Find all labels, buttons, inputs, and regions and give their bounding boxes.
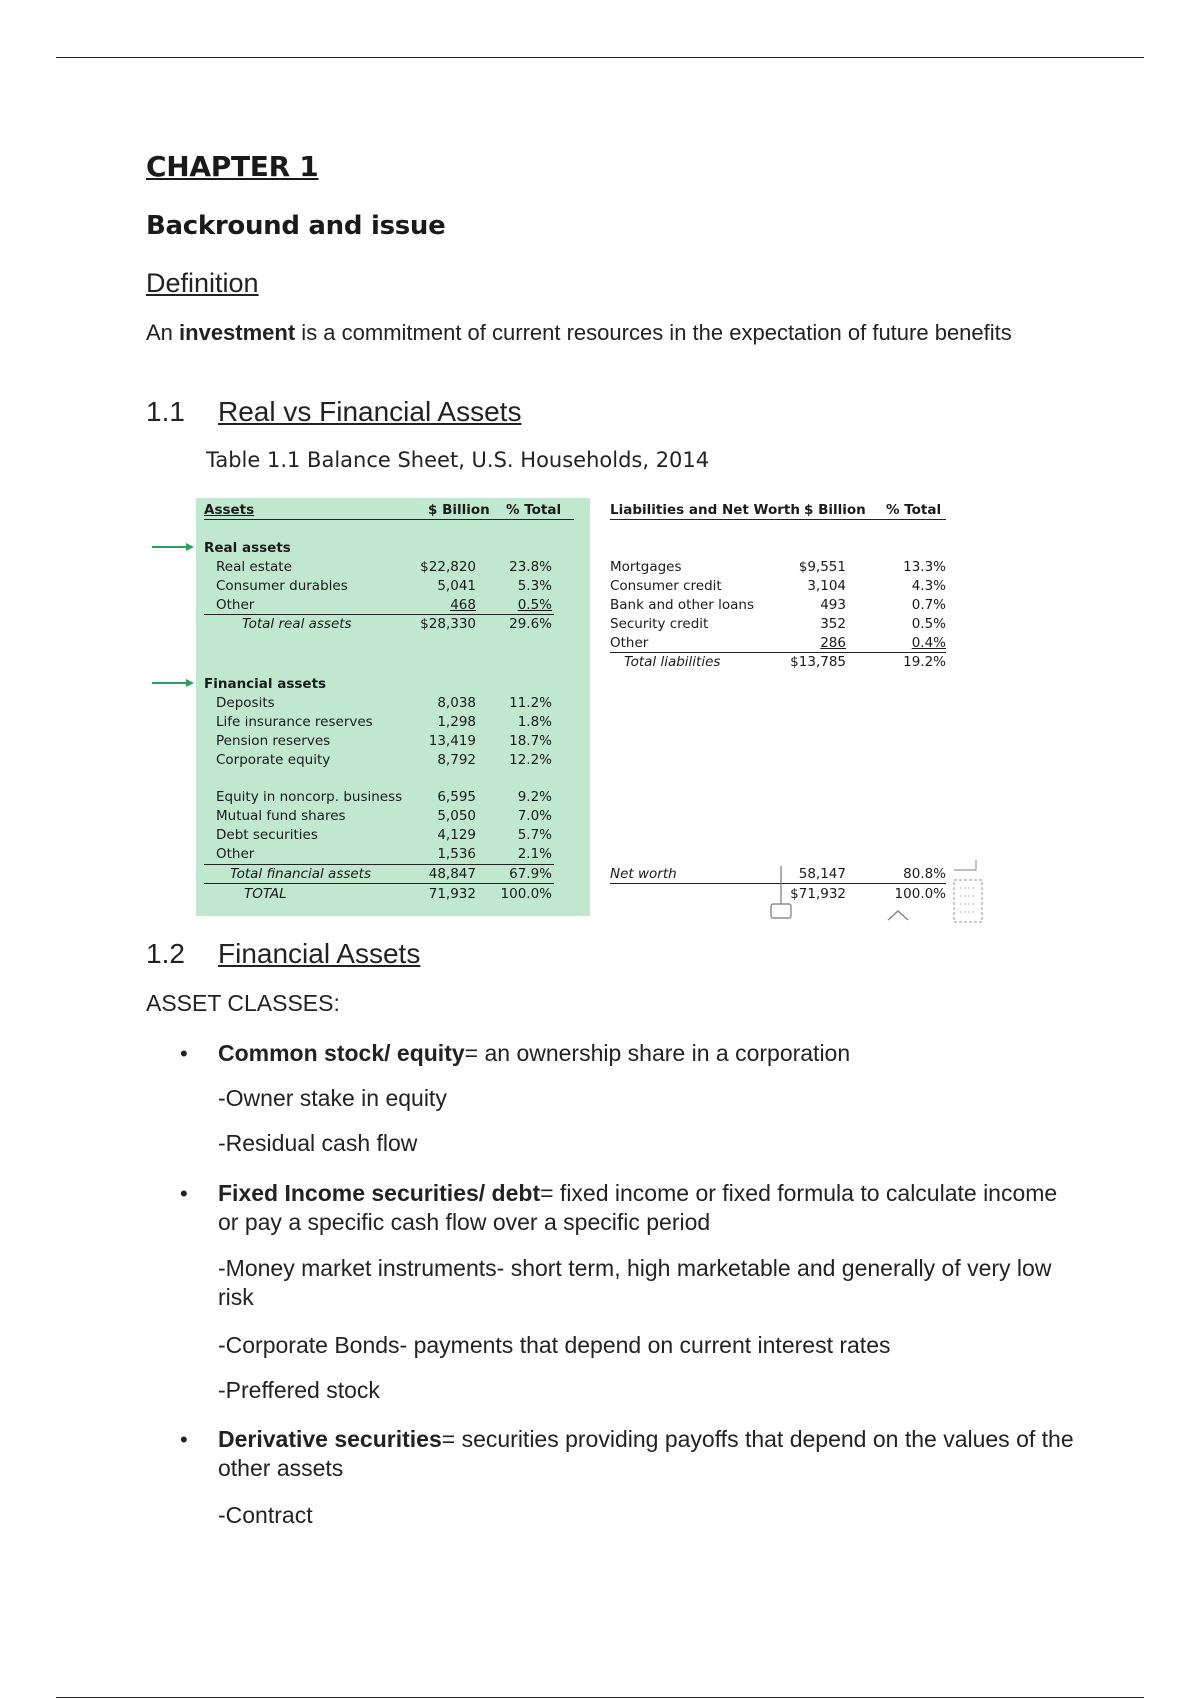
liab-row-label: Security credit	[610, 616, 709, 632]
bullet-subitem: -Corporate Bonds- payments that depend on current interest rates	[218, 1332, 891, 1358]
real-assets-label: Real assets	[204, 540, 291, 556]
liab-subtotal-rule	[610, 652, 946, 653]
liabilities-header: Liabilities and Net Worth	[610, 502, 800, 518]
total-real-value: $28,330	[420, 616, 476, 632]
liab-row-value: 493	[820, 597, 846, 613]
asset-row-label: Life insurance reserves	[216, 714, 373, 730]
total-header: % Total	[506, 502, 562, 518]
net-worth-value: 58,147	[798, 866, 846, 882]
definition-paragraph	[146, 318, 1046, 348]
layout-options-icon	[952, 858, 986, 924]
chapter-subtitle: Backround and issue	[146, 211, 446, 241]
bullet-item	[180, 1425, 1078, 1483]
definition-heading: Definition	[146, 268, 259, 298]
asset-row-label: Pension reserves	[216, 733, 331, 749]
section-heading-1-2	[146, 938, 420, 970]
liab-row-pct: 0.5%	[911, 616, 946, 632]
financial-assets-label: Financial assets	[204, 676, 327, 692]
total-label: TOTAL	[244, 886, 287, 902]
bullet-subitem: -Contract	[218, 1502, 313, 1528]
bullet-subitem: -Owner stake in equity	[218, 1085, 447, 1111]
section-title: Financial Assets	[218, 938, 421, 969]
asset-row-pct: 0.5%	[517, 597, 552, 613]
asset-row-pct: 11.2%	[509, 695, 552, 711]
section-number: 1.2	[146, 938, 185, 969]
liab-row-value: 3,104	[807, 578, 846, 594]
bullet-term: Fixed Income securities/ debt	[218, 1180, 541, 1206]
asset-row-value: 5,050	[437, 808, 476, 824]
bullet-definition: = fixed income or fixed formula to calculate income or pay a specific cash flow over a specific period	[218, 1180, 1058, 1235]
chapter-heading: CHAPTER 1	[146, 150, 319, 183]
bullet-term: Derivative securities	[218, 1426, 442, 1452]
asset-row-pct: 1.8%	[517, 714, 552, 730]
liab-billion-header: $ Billion	[804, 502, 866, 518]
liab-row-label: Mortgages	[610, 559, 682, 575]
table-caption: Table 1.1 Balance Sheet, U.S. Households, 2014	[206, 448, 710, 472]
liab-row-value: 286	[820, 635, 846, 651]
billion-header: $ Billion	[428, 502, 490, 518]
asset-row-pct: 7.0%	[517, 808, 552, 824]
bullet-subitem: -Preffered stock	[218, 1377, 380, 1403]
liab-row-pct: 0.7%	[911, 597, 946, 613]
asset-row-value: 8,038	[437, 695, 476, 711]
liab-row-label: Consumer credit	[610, 578, 722, 594]
asset-row-pct: 9.2%	[517, 789, 552, 805]
subtotal-rule	[204, 864, 554, 865]
total-real-pct: 29.6%	[509, 616, 552, 632]
asset-row-pct: 18.7%	[509, 733, 552, 749]
arrow-right-icon	[152, 678, 194, 688]
liab-header-rule	[610, 519, 946, 520]
asset-row-label: Corporate equity	[216, 752, 331, 768]
liab-row-pct: 13.3%	[903, 559, 946, 575]
liab-row-value: 352	[820, 616, 846, 632]
bullet-dot: •	[180, 1427, 188, 1452]
asset-row-label: Other	[216, 597, 255, 613]
total-rule	[204, 883, 554, 884]
bullet-definition: = an ownership share in a corporation	[464, 1040, 851, 1066]
total-value: 71,932	[428, 886, 476, 902]
liab-row-pct: 0.4%	[911, 635, 946, 651]
asset-row-label: Equity in noncorp. business	[216, 789, 403, 805]
bottom-rule	[56, 1697, 1144, 1698]
chevron-up-icon	[886, 908, 910, 922]
bullet-dot: •	[180, 1181, 188, 1206]
asset-row-value: 1,536	[437, 846, 476, 862]
definition-text: is a commitment of current resources in the expectation of future benefits	[295, 320, 1012, 345]
asset-row-label: Deposits	[216, 695, 275, 711]
total-pct: 100.0%	[500, 886, 552, 902]
asset-row-label: Other	[216, 846, 255, 862]
assets-header: Assets	[204, 502, 255, 518]
top-rule	[56, 57, 1144, 58]
total-liabilities-value: $13,785	[790, 654, 846, 670]
asset-row-pct: 5.3%	[517, 578, 552, 594]
bullet-term: Common stock/ equity	[218, 1040, 465, 1066]
balance-sheet-table	[196, 498, 996, 928]
definition-prefix: An	[146, 320, 180, 345]
header-rule	[204, 519, 574, 520]
section-heading-1-1	[146, 396, 521, 428]
asset-row-label: Debt securities	[216, 827, 318, 843]
liab-row-value: $9,551	[798, 559, 846, 575]
asset-row-label: Real estate	[216, 559, 292, 575]
total-financial-label: Total financial assets	[230, 866, 372, 882]
liab-total-value: $71,932	[790, 886, 846, 902]
net-worth-label: Net worth	[610, 866, 677, 882]
bullet-dot: •	[180, 1041, 188, 1066]
asset-row-pct: 5.7%	[517, 827, 552, 843]
asset-row-pct: 2.1%	[517, 846, 552, 862]
total-financial-value: 48,847	[428, 866, 476, 882]
liab-total-header: % Total	[886, 502, 942, 518]
total-liabilities-pct: 19.2%	[903, 654, 946, 670]
asset-row-value: $22,820	[420, 559, 476, 575]
liab-row-pct: 4.3%	[911, 578, 946, 594]
liab-total-pct: 100.0%	[894, 886, 946, 902]
liab-row-label: Bank and other loans	[610, 597, 755, 613]
asset-row-value: 6,595	[437, 789, 476, 805]
liab-row-label: Other	[610, 635, 649, 651]
bullet-item	[180, 1179, 1078, 1237]
total-financial-pct: 67.9%	[509, 866, 552, 882]
net-worth-pct: 80.8%	[903, 866, 946, 882]
arrow-right-icon	[152, 542, 194, 552]
asset-row-value: 5,041	[437, 578, 476, 594]
asset-row-label: Consumer durables	[216, 578, 348, 594]
anchor-handle-icon	[766, 866, 796, 922]
definition-term: investment	[179, 320, 296, 345]
asset-row-pct: 23.8%	[509, 559, 552, 575]
asset-row-value: 13,419	[428, 733, 476, 749]
subtotal-rule	[204, 614, 554, 615]
total-real-label: Total real assets	[242, 616, 352, 632]
asset-row-label: Mutual fund shares	[216, 808, 346, 824]
total-liabilities-label: Total liabilities	[624, 654, 721, 670]
section-number: 1.1	[146, 396, 185, 427]
asset-row-value: 468	[450, 597, 476, 613]
section-title: Real vs Financial Assets	[218, 396, 522, 427]
asset-row-value: 4,129	[437, 827, 476, 843]
asset-classes-label: ASSET CLASSES:	[146, 990, 340, 1016]
bullet-item	[180, 1039, 1078, 1068]
bullet-subitem: -Residual cash flow	[218, 1130, 418, 1156]
asset-row-value: 1,298	[437, 714, 476, 730]
bullet-definition: = securities providing payoffs that depend on the values of the other assets	[218, 1426, 1074, 1481]
bullet-subitem: -Money market instruments- short term, high marketable and generally of very low risk	[218, 1255, 1052, 1310]
asset-row-pct: 12.2%	[509, 752, 552, 768]
asset-row-value: 8,792	[437, 752, 476, 768]
